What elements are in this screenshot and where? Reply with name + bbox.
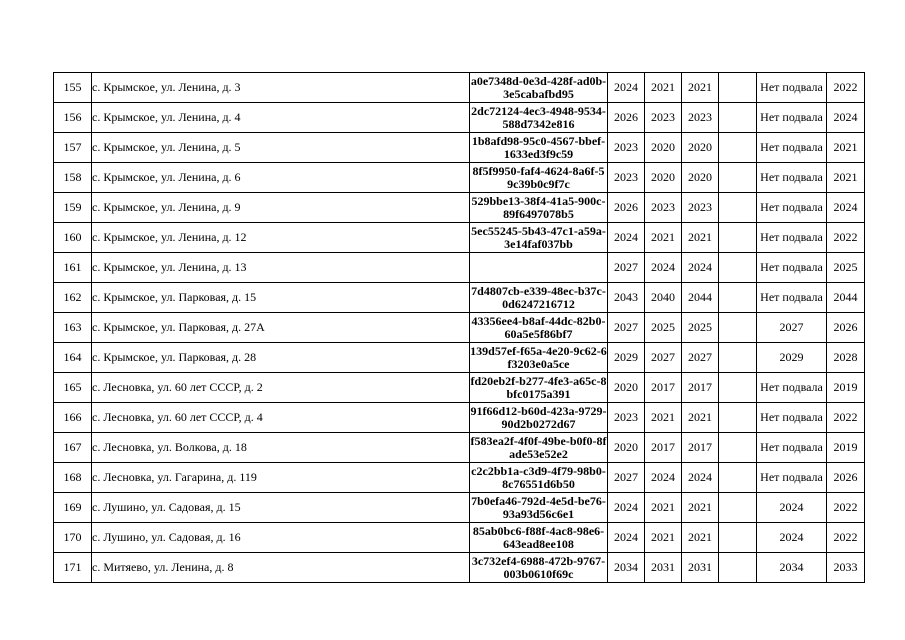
- basement-cell: Нет подвала: [757, 163, 827, 193]
- year-cell-3: 2031: [682, 553, 719, 583]
- guid-cell: 5ec55245-5b43-47c1-a59a-3e14faf037bb: [471, 223, 606, 251]
- address-cell: с. Лесновка, ул. 60 лет СССР, д. 4: [92, 403, 470, 433]
- year-cell-5: 2022: [827, 223, 865, 253]
- guid-cell: 3c732ef4-6988-472b-9767-003b0610f69c: [470, 553, 608, 583]
- empty-cell: [719, 163, 757, 193]
- address-cell: с. Крымское, ул. Ленина, д. 5: [92, 133, 470, 163]
- year-cell-1: 2023: [608, 163, 645, 193]
- year-cell-3: 2025: [682, 313, 719, 343]
- basement-cell: Нет подвала: [757, 403, 827, 433]
- guid-cell: 91f66d12-b60d-423a-9729-90d2b0272d67: [470, 403, 607, 431]
- year-cell-2: 2017: [645, 373, 682, 403]
- guid-cell: 85ab0bc6-f88f-4ac8-98e6-643ead8ee108: [470, 523, 608, 553]
- year-cell-5: 2024: [827, 103, 865, 133]
- year-cell-3: 2021: [682, 73, 719, 103]
- empty-cell: [719, 283, 757, 313]
- year-cell-2: 2021: [645, 223, 682, 253]
- row-number-cell: 159: [54, 193, 92, 223]
- address-cell: с. Митяево, ул. Ленина, д. 8: [92, 553, 470, 583]
- year-cell-1: 2026: [608, 103, 645, 133]
- empty-cell: [719, 223, 757, 253]
- empty-cell: [719, 463, 757, 493]
- year-cell-3: 2020: [682, 163, 719, 193]
- year-cell-1: 2024: [608, 73, 645, 103]
- year-cell-2: 2025: [645, 313, 682, 343]
- year-cell-5: 2019: [827, 373, 865, 403]
- table-row: [54, 433, 865, 463]
- year-cell-1: 2023: [608, 133, 645, 163]
- basement-cell: Нет подвала: [757, 373, 827, 403]
- address-cell: с. Крымское, ул. Ленина, д. 12: [92, 223, 470, 253]
- table-row: [54, 373, 865, 403]
- address-cell: с. Лесновка, ул. Гагарина, д. 119: [92, 463, 470, 493]
- year-cell-3: 2017: [682, 373, 719, 403]
- year-cell-1: 2026: [608, 193, 645, 223]
- year-cell-5: 2026: [827, 313, 865, 343]
- row-number-cell: 163: [54, 313, 92, 343]
- table-row: [54, 73, 865, 103]
- guid-cell: 8f5f9950-faf4-4624-8a6f-59c39b0c9f7c: [470, 163, 608, 193]
- guid-cell: c2c2bb1a-c3d9-4f79-98b0-8c76551d6b50: [471, 463, 606, 491]
- year-cell-5: 2022: [827, 73, 865, 103]
- guid-cell: 1b8afd98-95c0-4567-bbef-1633ed3f9c59: [470, 133, 608, 163]
- guid-cell: 7d4807cb-e339-48ec-b37c-0d6247216712: [471, 283, 606, 311]
- year-cell-2: 2020: [645, 133, 682, 163]
- year-cell-3: 2044: [682, 283, 719, 313]
- year-cell-3: 2020: [682, 133, 719, 163]
- row-number-cell: 156: [54, 103, 92, 133]
- basement-cell: Нет подвала: [757, 223, 827, 253]
- address-cell: с. Лесновка, ул. Волкова, д. 18: [92, 433, 470, 463]
- year-cell-5: 2019: [827, 433, 865, 463]
- year-cell-5: 2022: [827, 523, 865, 553]
- address-table: [53, 72, 865, 583]
- guid-cell: 7b0efa46-792d-4e5d-be76-93a93d56c6e1: [471, 493, 606, 521]
- empty-cell: [719, 553, 757, 583]
- table-row: [54, 523, 865, 553]
- table-row: [54, 313, 865, 343]
- table-row: [54, 193, 865, 223]
- year-cell-1: 2023: [608, 403, 645, 433]
- year-cell-1: 2043: [608, 283, 645, 313]
- year-cell-2: 2017: [645, 433, 682, 463]
- row-number-cell: 168: [54, 463, 92, 493]
- address-cell: с. Крымское, ул. Парковая, д. 15: [92, 283, 470, 313]
- empty-cell: [719, 253, 757, 283]
- basement-cell: Нет подвала: [757, 193, 827, 223]
- table-row: [54, 463, 865, 493]
- empty-cell: [719, 403, 757, 433]
- basement-cell: 2029: [757, 343, 827, 373]
- empty-cell: [719, 103, 757, 133]
- year-cell-2: 2021: [645, 523, 682, 553]
- address-cell: с. Лесновка, ул. 60 лет СССР, д. 2: [92, 373, 470, 403]
- empty-cell: [719, 433, 757, 463]
- guid-cell: 139d57ef-f65a-4e20-9c62-6f3203e0a5ce: [470, 343, 607, 371]
- guid-cell: 2dc72124-4ec3-4948-9534-588d7342e816: [471, 103, 606, 131]
- table-row: [54, 493, 865, 523]
- basement-cell: Нет подвала: [757, 463, 827, 493]
- year-cell-1: 2027: [608, 253, 645, 283]
- row-number-cell: 171: [54, 553, 92, 583]
- year-cell-3: 2023: [682, 103, 719, 133]
- table-row: [54, 403, 865, 433]
- guid-cell: 529bbe13-38f4-41a5-900c-89f6497078b5: [470, 193, 608, 223]
- year-cell-5: 2028: [827, 343, 865, 373]
- year-cell-5: 2044: [827, 283, 865, 313]
- year-cell-5: 2026: [827, 463, 865, 493]
- basement-cell: 2024: [757, 493, 827, 523]
- empty-cell: [719, 493, 757, 523]
- year-cell-3: 2017: [682, 433, 719, 463]
- year-cell-1: 2024: [608, 223, 645, 253]
- row-number-cell: 161: [54, 253, 92, 283]
- table-row: [54, 223, 865, 253]
- basement-cell: 2024: [757, 523, 827, 553]
- year-cell-5: 2021: [827, 163, 865, 193]
- basement-cell: Нет подвала: [757, 433, 827, 463]
- empty-cell: [719, 373, 757, 403]
- row-number-cell: 170: [54, 523, 92, 553]
- table-row: [54, 103, 865, 133]
- year-cell-1: 2034: [608, 553, 645, 583]
- year-cell-3: 2021: [682, 493, 719, 523]
- empty-cell: [719, 73, 757, 103]
- address-cell: с. Крымское, ул. Ленина, д. 13: [92, 253, 470, 283]
- year-cell-5: 2033: [827, 553, 865, 583]
- year-cell-2: 2021: [645, 493, 682, 523]
- address-cell: с. Лушино, ул. Садовая, д. 15: [92, 493, 470, 523]
- guid-cell: [470, 253, 608, 283]
- year-cell-1: 2027: [608, 463, 645, 493]
- empty-cell: [719, 343, 757, 373]
- address-cell: с. Крымское, ул. Ленина, д. 9: [92, 193, 470, 223]
- address-cell: с. Крымское, ул. Ленина, д. 3: [92, 73, 470, 103]
- basement-cell: Нет подвала: [757, 103, 827, 133]
- year-cell-5: 2021: [827, 133, 865, 163]
- year-cell-1: 2020: [608, 373, 645, 403]
- year-cell-3: 2024: [682, 463, 719, 493]
- address-cell: с. Крымское, ул. Парковая, д. 28: [92, 343, 470, 373]
- empty-cell: [719, 313, 757, 343]
- table-row: [54, 163, 865, 193]
- table-row: [54, 343, 865, 373]
- table-row: [54, 553, 865, 583]
- row-number-cell: 165: [54, 373, 92, 403]
- row-number-cell: 162: [54, 283, 92, 313]
- basement-cell: 2034: [757, 553, 827, 583]
- year-cell-3: 2021: [682, 223, 719, 253]
- year-cell-2: 2031: [645, 553, 682, 583]
- year-cell-1: 2020: [608, 433, 645, 463]
- guid-cell: 43356ee4-b8af-44dc-82b0-60a5e5f86bf7: [470, 313, 608, 343]
- empty-cell: [719, 523, 757, 553]
- basement-cell: Нет подвала: [757, 73, 827, 103]
- year-cell-3: 2027: [682, 343, 719, 373]
- table-body: [54, 73, 865, 583]
- year-cell-5: 2022: [827, 493, 865, 523]
- year-cell-2: 2040: [645, 283, 682, 313]
- year-cell-2: 2027: [645, 343, 682, 373]
- row-number-cell: 155: [54, 73, 92, 103]
- year-cell-2: 2024: [645, 253, 682, 283]
- row-number-cell: 164: [54, 343, 92, 373]
- table-row: [54, 283, 865, 313]
- year-cell-2: 2021: [645, 73, 682, 103]
- address-cell: с. Крымское, ул. Парковая, д. 27А: [92, 313, 470, 343]
- year-cell-5: 2022: [827, 403, 865, 433]
- year-cell-3: 2023: [682, 193, 719, 223]
- year-cell-5: 2025: [827, 253, 865, 283]
- row-number-cell: 167: [54, 433, 92, 463]
- row-number-cell: 157: [54, 133, 92, 163]
- row-number-cell: 169: [54, 493, 92, 523]
- year-cell-2: 2020: [645, 163, 682, 193]
- basement-cell: Нет подвала: [757, 283, 827, 313]
- row-number-cell: 160: [54, 223, 92, 253]
- table-row: [54, 133, 865, 163]
- year-cell-3: 2024: [682, 253, 719, 283]
- year-cell-1: 2029: [608, 343, 645, 373]
- basement-cell: Нет подвала: [757, 253, 827, 283]
- basement-cell: 2027: [757, 313, 827, 343]
- year-cell-5: 2024: [827, 193, 865, 223]
- year-cell-1: 2027: [608, 313, 645, 343]
- empty-cell: [719, 133, 757, 163]
- empty-cell: [719, 193, 757, 223]
- year-cell-2: 2023: [645, 103, 682, 133]
- year-cell-2: 2021: [645, 403, 682, 433]
- year-cell-3: 2021: [682, 403, 719, 433]
- year-cell-3: 2021: [682, 523, 719, 553]
- row-number-cell: 166: [54, 403, 92, 433]
- year-cell-1: 2024: [608, 493, 645, 523]
- year-cell-2: 2023: [645, 193, 682, 223]
- guid-cell: a0e7348d-0e3d-428f-ad0b-3e5cabafbd95: [470, 73, 607, 101]
- basement-cell: Нет подвала: [757, 133, 827, 163]
- year-cell-2: 2024: [645, 463, 682, 493]
- guid-cell: f583ea2f-4f0f-49be-b0f0-8fade53e52e2: [470, 433, 607, 461]
- address-cell: с. Лушино, ул. Садовая, д. 16: [92, 523, 470, 553]
- guid-cell: fd20eb2f-b277-4fe3-a65c-8bfc0175a391: [470, 373, 607, 401]
- year-cell-1: 2024: [608, 523, 645, 553]
- row-number-cell: 158: [54, 163, 92, 193]
- address-cell: с. Крымское, ул. Ленина, д. 6: [92, 163, 470, 193]
- table-row: [54, 253, 865, 283]
- address-cell: с. Крымское, ул. Ленина, д. 4: [92, 103, 470, 133]
